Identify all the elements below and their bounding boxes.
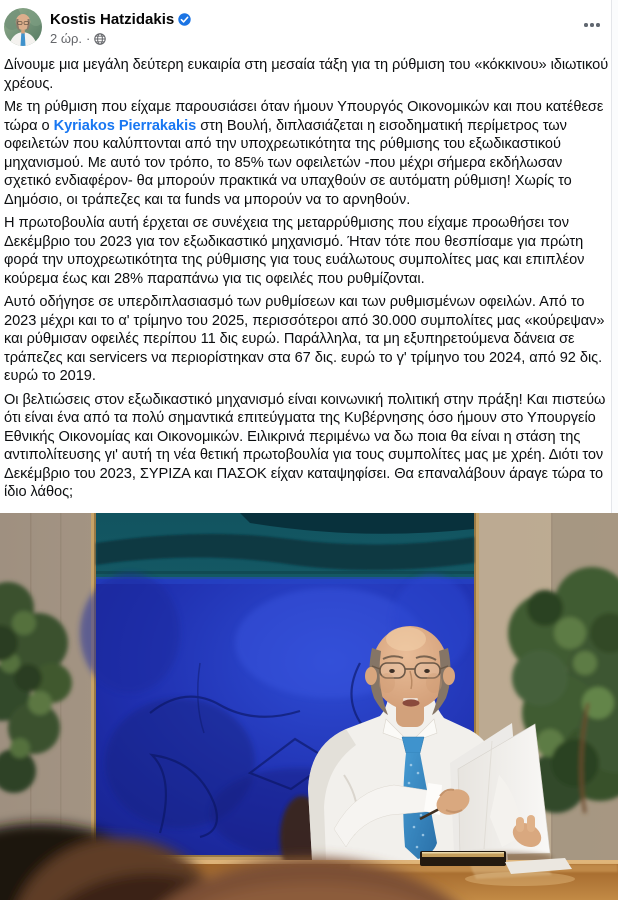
card-right-border	[611, 0, 618, 513]
ellipsis-dot	[596, 23, 600, 27]
meta-separator: ·	[86, 31, 91, 46]
paragraph-1	[4, 56, 610, 93]
more-options-button[interactable]	[578, 14, 606, 36]
ellipsis-dot	[584, 23, 588, 27]
paragraph-5: Οι βελτιώσεις στον εξωδικαστικό μηχανισμό είναι κοινωνική πολιτική στην πράξη! Και πιστεύω ότι είναι ένα από τα πολύ σημαντικά επιτεύγματα της Κυβέρνησης όσο ήμουν στο Υπουργείο Εθνικής Οικονομίας και Οικονομικών. Ειλικρινά περιμένω να δω ποια θα είναι η στάση της αντιπολίτευσης γι' αυτή τη νέα θετική πρωτοβουλία για τους συμπολίτες μας με χρέη. Διότι τον Δεκέμβριο του 2023, ΣΥΡΙΖΑ και ΠΑΣΟΚ είχαν καταψηφίσει. Θα επαναλάβουν άραγε τώρα το ίδιο λάθος;	[4, 391, 606, 500]
ellipsis-dot	[590, 23, 594, 27]
paragraph-4: Αυτό οδήγησε σε υπερδιπλασιασμό των ρυθμίσεων και των ρυθμισμένων οφειλών. Από το 2023 μέχρι και το α' τρίμηνο του 2025, περισσότεροι από 30.000 συμπολίτες μας «κούρεψαν» και ρύθμισαν οφειλές περίπου 11 δις ευρώ. Παράλληλα, τα μη εξυπηρετούμενα δάνεια σε τράπεζες και servicers να περιορίστηκαν στα 67 δις. ευρώ το γ' τρίμηνο του 2024, από 92 δις. ευρώ το 2019.	[4, 294, 605, 384]
post-text	[0, 56, 618, 502]
paragraph-3: Η πρωτοβουλία αυτή έρχεται σε συνέχεια της μεταρρύθμισης που είχαμε προωθήσει τον Δεκέμβριο του 2023 για τον εξωδικαστικό μηχανισμό. Ήταν τότε που θεσπίσαμε για πρώτη φορά την υποχρεωτικότητα της ρύθμισης για τους ευάλωτους συμπολίτες μας και επιπλέον κούρεμα έως και 28% παραπάνω για τις οφειλές που ρυθμίζονται.	[4, 215, 585, 287]
post-header	[0, 0, 618, 47]
paragraph-2	[4, 98, 610, 209]
timestamp[interactable]: 2 ώρ.	[50, 31, 82, 46]
paragraph-2-text-cont: στη Βουλή, διπλασιάζεται η εισοδηματική περίμετρος των οφειλετών που καλύπτονται από την υποχρεωτικότητα της ρύθμισης του εξωδικαστικού μηχανισμού. Με αυτό τον τρόπο, το 85% των οφειλετών -που μέχρι σήμερα εκδήλωσαν σχετικό ενδιαφέρον- θα μπορούν πρακτικά να υπαχθούν σε αυτόματη ρύθμιση! Χωρίς το Δημόσιο, οι τράπεζες και τα funds να μπορούν να το αρνηθούν.	[4, 117, 572, 208]
post-photo[interactable]	[0, 513, 618, 900]
notebook	[420, 851, 506, 866]
avatar[interactable]	[4, 8, 42, 46]
globe-icon	[94, 33, 106, 45]
verified-badge-icon	[178, 13, 191, 26]
paragraph-1-text: Δίνουμε μια μεγάλη δεύτερη ευκαιρία στη μεσαία τάξη για τη ρύθμιση του «κόκκινου» ιδιωτικού χρέους.	[4, 57, 609, 92]
mention-link-pierrakakis[interactable]: Kyriakos Pierrakakis	[53, 117, 197, 134]
post-meta	[50, 31, 191, 47]
paragraph-2-text: Με τη ρύθμιση που είχαμε παρουσιάσει όταν ήμουν Υπουργός Οικονομικών και που κατέθεσε τώρα ο	[4, 99, 604, 134]
author-name[interactable]: Kostis Hatzidakis	[50, 11, 175, 28]
